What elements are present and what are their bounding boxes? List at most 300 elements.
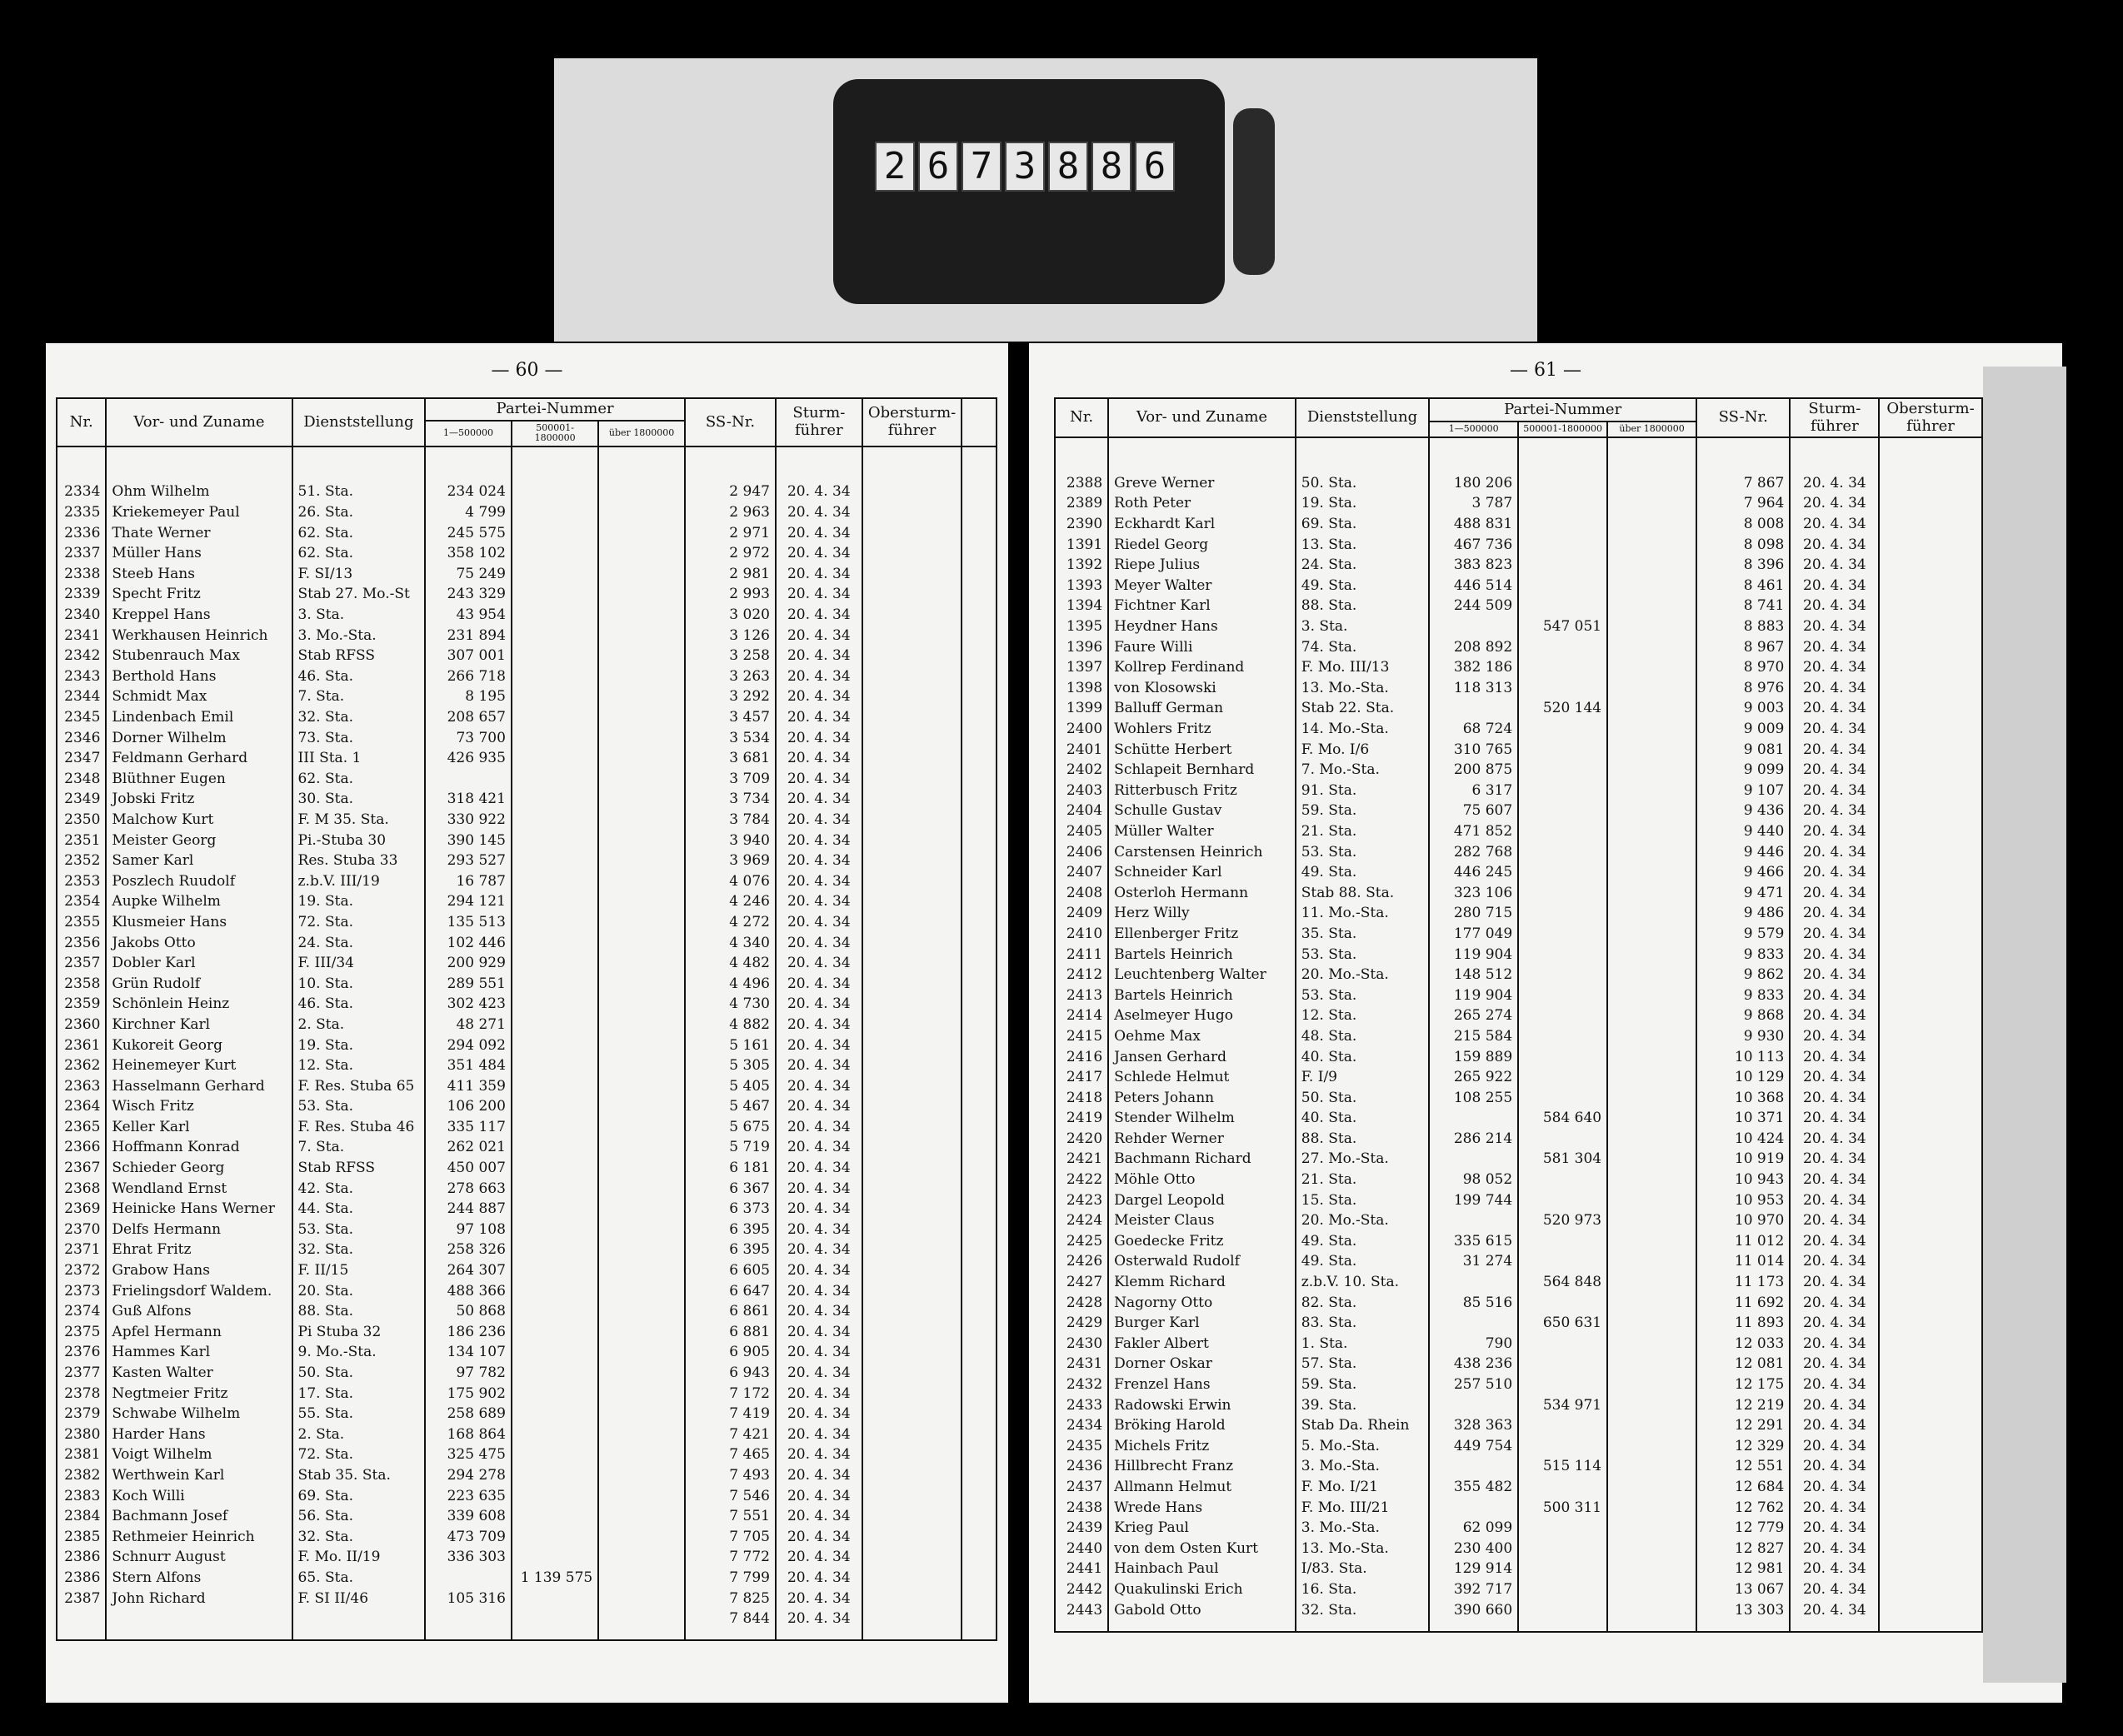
table-cell: 11 173: [1696, 1273, 1790, 1294]
table-cell: z.b.V. 10. Sta.: [1296, 1273, 1429, 1294]
table-cell: 40. Sta.: [1296, 1047, 1429, 1068]
table-cell: Jakobs Otto: [106, 933, 292, 954]
col-header-obersturmfuehrer: Obersturm-führer: [862, 398, 962, 446]
table-cell: 20. 4. 34: [776, 523, 862, 544]
table-cell: Feldmann Gerhard: [106, 749, 292, 770]
table-cell: F. Mo. III/13: [1296, 658, 1429, 679]
col-header-partei-nummer: Partei-Nummer: [425, 398, 685, 421]
table-cell: [1879, 945, 1981, 965]
table-row: [1055, 1334, 2049, 1354]
table-cell: [598, 1445, 685, 1466]
table-cell: [598, 1240, 685, 1261]
table-cell: 5. Mo.-Sta.: [1296, 1436, 1429, 1457]
table-cell: [512, 769, 598, 790]
table-cell: [1607, 1334, 1696, 1354]
table-cell: [962, 1159, 997, 1180]
table-cell: [1607, 945, 1696, 965]
table-cell: [862, 851, 962, 872]
table-row: [1055, 494, 2049, 515]
table-cell: 9 579: [1696, 924, 1790, 945]
table-cell: 119 904: [1429, 945, 1518, 965]
table-cell: Fichtner Karl: [1108, 596, 1296, 617]
table-cell: 24. Sta.: [1296, 556, 1429, 576]
table-row: [1055, 1273, 2049, 1294]
table-cell: Heinicke Hans Werner: [106, 1200, 292, 1220]
table-cell: [1607, 842, 1696, 863]
table-cell: [1879, 801, 1981, 822]
table-cell: 7 465: [685, 1445, 776, 1466]
table-cell: 7. Mo.-Sta.: [1296, 761, 1429, 781]
table-cell: 9 930: [1696, 1026, 1790, 1047]
table-cell: [1607, 821, 1696, 842]
table-cell: [1879, 1354, 1981, 1375]
table-cell: 2384: [57, 1507, 106, 1528]
table-cell: 20. 4. 34: [776, 1281, 862, 1302]
table-cell: 20. 4. 34: [776, 1056, 862, 1077]
table-cell: [1607, 1559, 1696, 1580]
table-cell: 2345: [57, 708, 106, 729]
table-cell: Ohm Wilhelm: [106, 482, 292, 503]
table-cell: 20. 4. 34: [1790, 965, 1879, 986]
table-cell: 4 246: [685, 892, 776, 913]
table-cell: 20. 4. 34: [1790, 596, 1879, 617]
table-cell: 20. 4. 34: [1790, 761, 1879, 781]
table-cell: [512, 1465, 598, 1486]
table-cell: Pi.-Stuba 30: [292, 831, 426, 851]
spacer-cell: [425, 446, 512, 482]
table-cell: Stab 22. Sta.: [1296, 699, 1429, 720]
table-row: [1055, 1231, 2049, 1252]
table-cell: 75 249: [425, 564, 512, 585]
table-cell: [512, 1076, 598, 1097]
table-cell: [862, 933, 962, 954]
table-cell: [512, 544, 598, 565]
table-cell: 8 195: [425, 687, 512, 708]
spacer-cell: [1518, 437, 1607, 473]
table-cell: 11 692: [1696, 1293, 1790, 1314]
col-header-sturmfuehrer: Sturm-führer: [776, 398, 862, 446]
table-cell: 208 657: [425, 708, 512, 729]
table-cell: 2439: [1055, 1519, 1108, 1539]
table-cell: 2363: [57, 1076, 106, 1097]
table-cell: [862, 1035, 962, 1056]
bottom-cell: [292, 1629, 426, 1640]
table-cell: Bartels Heinrich: [1108, 945, 1296, 965]
table-cell: 20. 4. 34: [776, 1507, 862, 1528]
table-cell: [598, 1465, 685, 1486]
table-row: [1055, 1416, 2049, 1437]
counter-digit: 2: [875, 142, 915, 192]
table-cell: 10 129: [1696, 1068, 1790, 1089]
table-cell: Samer Karl: [106, 851, 292, 872]
table-cell: [1429, 1150, 1518, 1170]
table-row: [57, 871, 997, 892]
table-cell: [1518, 945, 1607, 965]
table-cell: 20. 4. 34: [776, 1609, 862, 1630]
table-cell: [1518, 842, 1607, 863]
table-cell: Fakler Albert: [1108, 1334, 1296, 1354]
col-subheader-partei: über 1800000: [598, 421, 685, 446]
table-cell: [598, 687, 685, 708]
table-cell: 20. 4. 34: [776, 1097, 862, 1118]
table-cell: 2. Sta.: [292, 1015, 426, 1035]
table-cell: 438 236: [1429, 1354, 1518, 1375]
table-cell: [1607, 1395, 1696, 1416]
table-cell: [862, 1240, 962, 1261]
table-cell: [1518, 863, 1607, 884]
table-cell: [1518, 678, 1607, 699]
table-cell: [1607, 1150, 1696, 1170]
table-cell: 325 475: [425, 1445, 512, 1466]
table-cell: 20. 4. 34: [776, 933, 862, 954]
table-row: [57, 1240, 997, 1261]
table-cell: [1607, 883, 1696, 904]
table-cell: 10 919: [1696, 1150, 1790, 1170]
table-cell: 32. Sta.: [292, 708, 426, 729]
table-cell: [1607, 678, 1696, 699]
table-row: [1055, 1150, 2049, 1170]
table-cell: Schönlein Heinz: [106, 995, 292, 1015]
table-cell: [1879, 515, 1981, 536]
table-row: [57, 974, 997, 995]
table-cell: 53. Sta.: [1296, 985, 1429, 1006]
table-cell: 12. Sta.: [292, 1056, 426, 1077]
table-row: [1055, 842, 2049, 863]
table-cell: 49. Sta.: [1296, 863, 1429, 884]
table-cell: 8 967: [1696, 637, 1790, 658]
table-cell: 9 833: [1696, 945, 1790, 965]
table-cell: [598, 585, 685, 606]
table-cell: 20. 4. 34: [1790, 576, 1879, 596]
table-cell: 3 534: [685, 728, 776, 749]
table-row: [57, 482, 997, 503]
counter-digit: 7: [962, 142, 1002, 192]
table-cell: Kirchner Karl: [106, 1015, 292, 1035]
table-cell: [106, 1609, 292, 1630]
table-cell: [512, 1220, 598, 1240]
table-cell: Schieder Georg: [106, 1159, 292, 1180]
table-cell: [962, 1364, 997, 1384]
table-cell: [512, 892, 598, 913]
table-cell: 88. Sta.: [1296, 1129, 1429, 1150]
table-cell: von dem Osten Kurt: [1108, 1539, 1296, 1559]
table-cell: [1429, 1109, 1518, 1130]
table-row: [57, 912, 997, 933]
table-cell: [862, 503, 962, 524]
table-cell: 2334: [57, 482, 106, 503]
table-cell: 13 067: [1696, 1579, 1790, 1600]
col-header-ss-nr: SS-Nr.: [685, 398, 776, 446]
table-cell: 2389: [1055, 494, 1108, 515]
table-cell: [598, 1159, 685, 1180]
table-cell: Riepe Julius: [1108, 556, 1296, 576]
table-cell: Burger Karl: [1108, 1314, 1296, 1334]
table-row: [57, 1445, 997, 1466]
table-row: [57, 933, 997, 954]
table-cell: 4 496: [685, 974, 776, 995]
bottom-cell: [1296, 1621, 1429, 1632]
table-cell: 2355: [57, 912, 106, 933]
table-cell: 20. 4. 34: [1790, 1293, 1879, 1314]
table-cell: Rehder Werner: [1108, 1129, 1296, 1150]
table-cell: Rethmeier Heinrich: [106, 1527, 292, 1548]
table-cell: [1518, 596, 1607, 617]
table-cell: [598, 728, 685, 749]
table-cell: [862, 769, 962, 790]
table-cell: 50 868: [425, 1302, 512, 1323]
table-cell: 2 963: [685, 503, 776, 524]
table-cell: 2347: [57, 749, 106, 770]
table-cell: 1392: [1055, 556, 1108, 576]
table-row: [57, 1159, 997, 1180]
table-cell: Ehrat Fritz: [106, 1240, 292, 1261]
table-cell: Frenzel Hans: [1108, 1375, 1296, 1396]
table-cell: F. Mo. I/21: [1296, 1477, 1429, 1498]
table-cell: 20. 4. 34: [1790, 1395, 1879, 1416]
table-cell: 520 973: [1518, 1211, 1607, 1232]
table-cell: 2383: [57, 1486, 106, 1507]
table-cell: 20. 4. 34: [776, 1548, 862, 1569]
table-cell: [1879, 473, 1981, 494]
table-cell: 10 970: [1696, 1211, 1790, 1232]
table-cell: 10 943: [1696, 1170, 1790, 1191]
table-cell: 2404: [1055, 801, 1108, 822]
table-cell: 7 867: [1696, 473, 1790, 494]
table-cell: 20. 4. 34: [1790, 1150, 1879, 1170]
table-cell: [1607, 1498, 1696, 1519]
table-cell: [962, 1465, 997, 1486]
table-cell: [598, 1220, 685, 1240]
table-cell: [598, 1404, 685, 1425]
table-cell: 3 020: [685, 606, 776, 626]
table-cell: 449 754: [1429, 1436, 1518, 1457]
table-cell: [1518, 1375, 1607, 1396]
table-cell: Thate Werner: [106, 523, 292, 544]
table-cell: 335 615: [1429, 1231, 1518, 1252]
table-cell: [862, 790, 962, 811]
table-cell: [1879, 1170, 1981, 1191]
table-cell: Peters Johann: [1108, 1088, 1296, 1109]
table-cell: 13. Mo.-Sta.: [1296, 1539, 1429, 1559]
table-cell: 2342: [57, 646, 106, 667]
table-cell: [512, 1364, 598, 1384]
table-cell: F. SI/13: [292, 564, 426, 585]
table-cell: [962, 503, 997, 524]
table-cell: [962, 810, 997, 831]
table-row: [1055, 1539, 2049, 1559]
table-cell: [512, 1384, 598, 1404]
table-row: [1055, 1314, 2049, 1334]
table-cell: [1518, 985, 1607, 1006]
spacer-cell: [598, 446, 685, 482]
table-cell: 75 607: [1429, 801, 1518, 822]
table-cell: [1879, 1519, 1981, 1539]
table-row: [1055, 1519, 2049, 1539]
table-cell: [1518, 1006, 1607, 1027]
table-cell: [962, 892, 997, 913]
col-subheader-partei: 500001-1800000: [1518, 422, 1607, 437]
table-cell: [1879, 1231, 1981, 1252]
table-row: [1055, 576, 2049, 596]
table-cell: [1518, 535, 1607, 556]
table-cell: 223 635: [425, 1486, 512, 1507]
table-cell: 2441: [1055, 1559, 1108, 1580]
table-cell: 106 200: [425, 1097, 512, 1118]
table-cell: 2357: [57, 954, 106, 975]
table-cell: Bachmann Josef: [106, 1507, 292, 1528]
table-cell: Heydner Hans: [1108, 617, 1296, 638]
table-cell: 392 717: [1429, 1579, 1518, 1600]
table-cell: Stab Da. Rhein: [1296, 1416, 1429, 1437]
table-cell: 2422: [1055, 1170, 1108, 1191]
table-row: [1055, 1211, 2049, 1232]
table-cell: 6 317: [1429, 781, 1518, 801]
table-cell: 5 305: [685, 1056, 776, 1077]
table-row: [1055, 473, 2049, 494]
table-cell: 3. Mo.-Sta.: [1296, 1519, 1429, 1539]
table-cell: [512, 1507, 598, 1528]
table-cell: 12 762: [1696, 1498, 1790, 1519]
col-subheader-partei: 500001-1800000: [512, 421, 598, 446]
table-cell: 20. 4. 34: [1790, 617, 1879, 638]
table-cell: I/83. Sta.: [1296, 1559, 1429, 1580]
table-cell: 20. 4. 34: [776, 1035, 862, 1056]
table-cell: 20. 4. 34: [1790, 842, 1879, 863]
bottom-cell: [1429, 1621, 1518, 1632]
table-cell: Kreppel Hans: [106, 606, 292, 626]
table-cell: [1879, 1026, 1981, 1047]
table-cell: Stab 27. Mo.-St: [292, 585, 426, 606]
table-cell: 20. 4. 34: [776, 810, 862, 831]
table-cell: [962, 626, 997, 646]
table-cell: [962, 995, 997, 1015]
table-cell: 9 486: [1696, 904, 1790, 925]
table-cell: [598, 708, 685, 729]
table-cell: Frielingsdorf Waldem.: [106, 1281, 292, 1302]
table-cell: [862, 666, 962, 687]
table-row: [57, 892, 997, 913]
table-cell: [862, 1507, 962, 1528]
table-cell: [1429, 1211, 1518, 1232]
table-cell: 20. 4. 34: [1790, 1273, 1879, 1294]
table-cell: [598, 1179, 685, 1200]
table-cell: [1518, 1252, 1607, 1273]
table-cell: [598, 1035, 685, 1056]
table-cell: 2411: [1055, 945, 1108, 965]
table-cell: [598, 1302, 685, 1323]
table-cell: Klusmeier Hans: [106, 912, 292, 933]
table-cell: 335 117: [425, 1117, 512, 1138]
table-cell: [1879, 1375, 1981, 1396]
table-cell: 20. 4. 34: [1790, 1047, 1879, 1068]
table-cell: [962, 1138, 997, 1159]
table-cell: [1879, 1190, 1981, 1211]
table-cell: 20. 4. 34: [1790, 1314, 1879, 1334]
table-cell: 43 954: [425, 606, 512, 626]
table-cell: 307 001: [425, 646, 512, 667]
table-row: [1055, 1109, 2049, 1130]
table-cell: 323 106: [1429, 883, 1518, 904]
table-cell: 500 311: [1518, 1498, 1607, 1519]
table-row: [57, 1281, 997, 1302]
table-cell: 20. 4. 34: [1790, 1109, 1879, 1130]
table-cell: [598, 1322, 685, 1343]
table-cell: 62. Sta.: [292, 769, 426, 790]
table-cell: 62. Sta.: [292, 544, 426, 565]
table-cell: 9 868: [1696, 1006, 1790, 1027]
table-cell: 2400: [1055, 720, 1108, 741]
table-cell: 547 051: [1518, 617, 1607, 638]
table-cell: [862, 1364, 962, 1384]
table-row: [1055, 801, 2049, 822]
table-cell: 7. Sta.: [292, 687, 426, 708]
table-cell: [598, 769, 685, 790]
table-cell: 7 844: [685, 1609, 776, 1630]
table-cell: [1607, 1416, 1696, 1437]
table-cell: 266 718: [425, 666, 512, 687]
table-cell: 20. 4. 34: [776, 1364, 862, 1384]
table-cell: 446 514: [1429, 576, 1518, 596]
table-cell: 2369: [57, 1200, 106, 1220]
table-cell: [962, 687, 997, 708]
table-cell: 20. 4. 34: [1790, 1252, 1879, 1273]
table-row: [57, 769, 997, 790]
spacer-cell: [512, 446, 598, 482]
table-cell: Balluff German: [1108, 699, 1296, 720]
table-cell: 20. 4. 34: [1790, 985, 1879, 1006]
table-cell: [598, 626, 685, 646]
table-cell: F. II/15: [292, 1261, 426, 1282]
table-cell: [1607, 863, 1696, 884]
table-cell: 12 291: [1696, 1416, 1790, 1437]
table-cell: [962, 1281, 997, 1302]
table-cell: [1607, 556, 1696, 576]
table-cell: 97 108: [425, 1220, 512, 1240]
table-cell: 13 303: [1696, 1600, 1790, 1621]
table-cell: [1879, 535, 1981, 556]
table-cell: 2354: [57, 892, 106, 913]
table-cell: 286 214: [1429, 1129, 1518, 1150]
table-row: [57, 1548, 997, 1569]
table-cell: [962, 871, 997, 892]
table-row: [57, 708, 997, 729]
table-cell: Hammes Karl: [106, 1343, 292, 1364]
table-cell: [862, 564, 962, 585]
table-cell: 20. 4. 34: [1790, 781, 1879, 801]
table-cell: 2339: [57, 585, 106, 606]
table-cell: [1879, 1129, 1981, 1150]
table-cell: 383 823: [1429, 556, 1518, 576]
table-cell: 245 575: [425, 523, 512, 544]
table-cell: 2367: [57, 1159, 106, 1180]
table-cell: 82. Sta.: [1296, 1293, 1429, 1314]
table-cell: [862, 1138, 962, 1159]
table-cell: Dorner Oskar: [1108, 1354, 1296, 1375]
table-cell: [962, 1200, 997, 1220]
spacer-cell: [685, 446, 776, 482]
table-cell: [1607, 965, 1696, 986]
table-cell: 2412: [1055, 965, 1108, 986]
table-cell: [862, 892, 962, 913]
table-cell: 20. 4. 34: [776, 1445, 862, 1466]
table-cell: [1879, 1579, 1981, 1600]
spacer-cell: [1607, 437, 1696, 473]
table-cell: Kasten Walter: [106, 1364, 292, 1384]
table-cell: 20. 4. 34: [776, 912, 862, 933]
table-cell: [962, 1404, 997, 1425]
table-row: [57, 564, 997, 585]
table-row: [1055, 1436, 2049, 1457]
